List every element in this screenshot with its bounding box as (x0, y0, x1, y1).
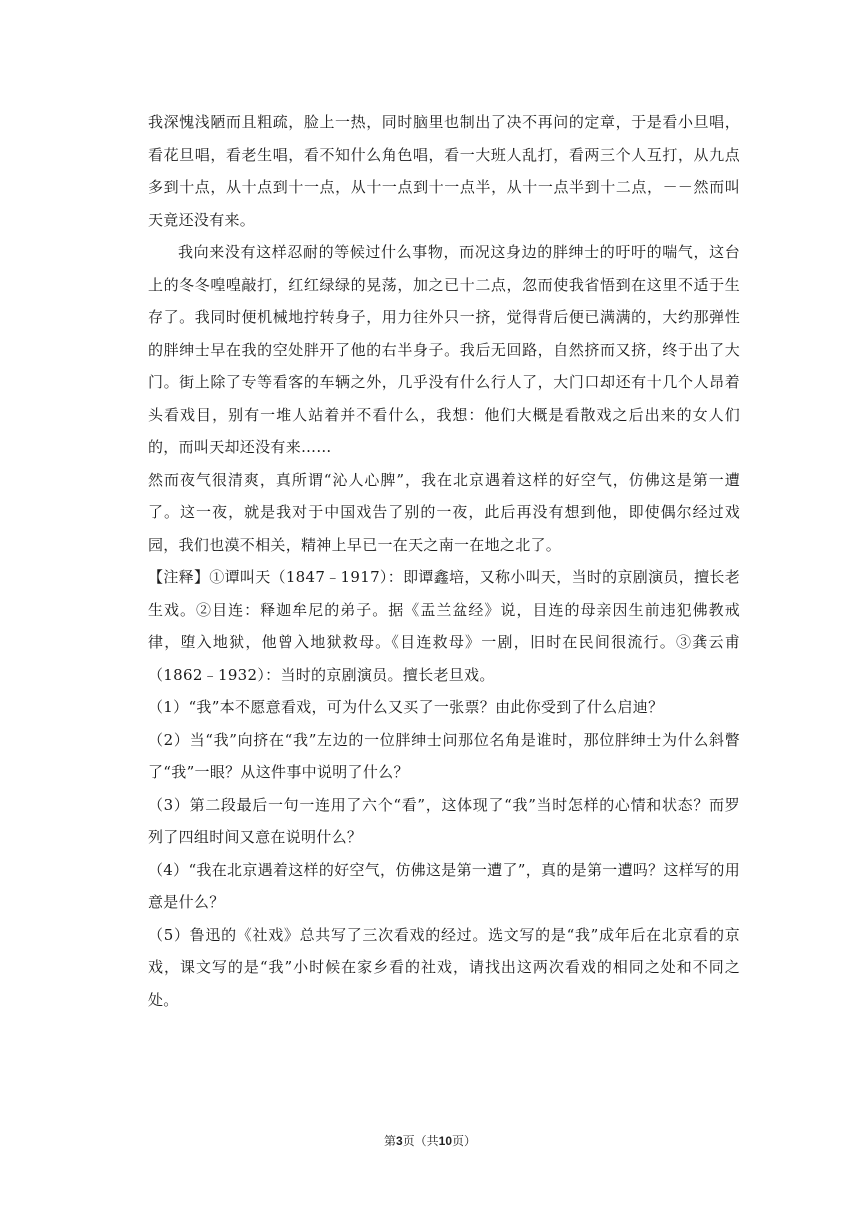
page-body (148, 106, 740, 1016)
footer-suffix: 页） (452, 1134, 477, 1148)
footer-page-number: 3 (395, 1134, 403, 1148)
question-1: （1）“我”本不愿意看戏，可为什么又买了一张票？由此你受到了什么启迪？ (148, 698, 664, 716)
footer-total-pages: 10 (438, 1134, 453, 1148)
footer-middle: 页（共 (402, 1134, 439, 1148)
paragraph-waiting: 我向来没有这样忍耐的等候过什么事物，而况这身边的胖绅士的吁吁的喘气，这台上的冬冬喤喤敲打，红红绿绿的晃荡，加之已十二点，忽而使我省悟到在这里不适于生存了。我同时便机械地拧转身子，用力往外只一挤，觉得背后便已满满的，大约那弹性的胖绅士早在我的空处胖开了他的右半身子。我后无回路，自然挤而又挤，终于出了大门。街上除了专等看客的车辆之外，几乎没有什么行人了，大门口却还有十几个人昂着头看戏目，别有一堆人站着并不看什么，我想：他们大概是看散戏之后出来的女人们的，而叫天却还没有来…… (148, 243, 740, 456)
annotation-notes: 【注释】①谭叫天（1847﹣1917）：即谭鑫培，又称小叫天，当时的京剧演员，擅长老生戏。②目连：释迦牟尼的弟子。据《盂兰盆经》说，目连的母亲因生前违犯佛教戒律，堕入地狱，他曾入地狱救母。《目连救母》一剧，旧时在民间很流行。③龚云甫（1862﹣1932）：当时的京剧演员。擅长老旦戏。 (148, 568, 740, 684)
paragraph-continuation: 我深愧浅陋而且粗疏，脸上一热，同时脑里也制出了决不再问的定章，于是看小旦唱，看花旦唱，看老生唱，看不知什么角色唱，看一大班人乱打，看两三个人互打，从九点多到十点，从十点到十一点，从十一点到十一点半，从十一点半到十二点，－－然而叫天竟还没有来。 (148, 113, 740, 229)
paragraph-night-air: 然而夜气很清爽，真所谓“沁人心脾”，我在北京遇着这样的好空气，仿佛这是第一遭了。这一夜，就是我对于中国戏告了别的一夜，此后再没有想到他，即使偶尔经过戏园，我们也漠不相关，精神上早已一在天之南一在地之北了。 (148, 470, 740, 554)
footer-prefix: 第 (383, 1134, 396, 1148)
question-2: （2）当“我”向挤在“我”左边的一位胖绅士问那位名角是谁时，那位胖绅士为什么斜瞥了“我”一眼？从这件事中说明了什么？ (148, 730, 740, 781)
question-3: （3）第二段最后一句一连用了六个“看”，这体现了“我”当时怎样的心情和状态？而罗列了四组时间又意在说明什么？ (148, 795, 740, 846)
question-4: （4）“我在北京遇着这样的好空气，仿佛这是第一遭了”，真的是第一遭吗？这样写的用意是什么？ (148, 860, 740, 911)
question-5: （5）鲁迅的《社戏》总共写了三次看戏的经过。选文写的是“我”成年后在北京看的京戏，课文写的是“我”小时候在家乡看的社戏，请找出这两次看戏的相同之处和不同之处。 (148, 925, 740, 1009)
page-footer (0, 1132, 860, 1149)
